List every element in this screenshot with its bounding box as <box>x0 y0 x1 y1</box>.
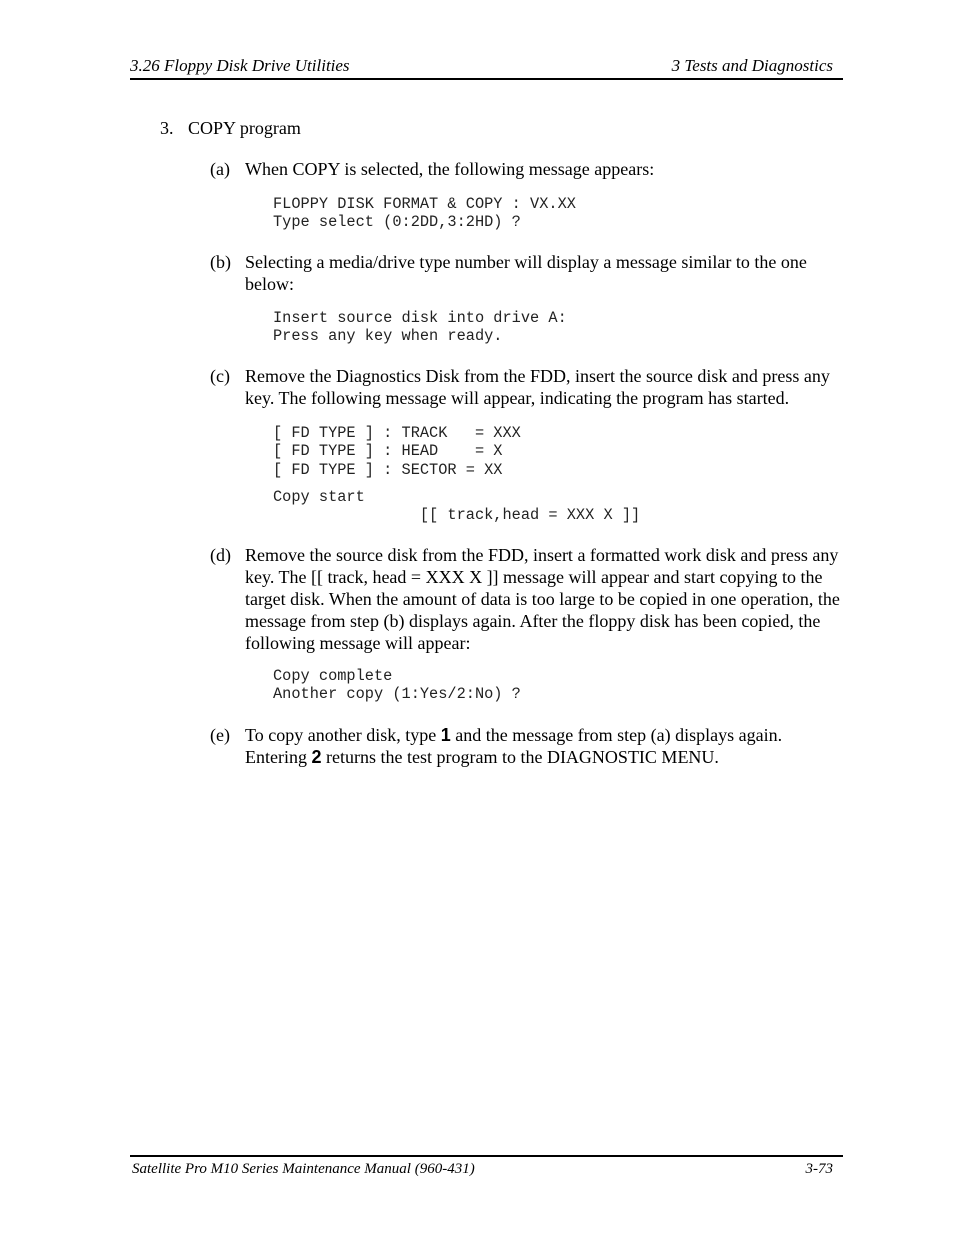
step-label: (a) <box>210 159 230 179</box>
key-2: 2 <box>311 747 322 767</box>
code-block-b: Insert source disk into drive A: Press any key when ready. <box>273 309 567 346</box>
footer-manual-title: Satellite Pro M10 Series Maintenance Manual (960-431) <box>132 1161 475 1177</box>
section-heading <box>160 118 301 139</box>
code-block-d: Copy complete Another copy (1:Yes/2:No) ? <box>273 667 521 704</box>
step-text: Selecting a media/drive type number will display a message similar to the one below: <box>245 252 807 294</box>
page-footer <box>130 1155 843 1177</box>
section-number: 3. <box>160 118 174 138</box>
step-label: (c) <box>210 366 230 386</box>
step-label: (d) <box>210 545 231 565</box>
step-e-text-4: returns the test program to the DIAGNOSTIC MENU. <box>321 747 719 767</box>
section-title: COPY program <box>188 118 301 138</box>
step-e-text-3: Entering <box>245 747 312 767</box>
step-text: Remove the source disk from the FDD, insert a formatted work disk and press any key. The [[ track, head = XXX X ]] message will appear and start copying to the target disk. When the amount of data is too large to be copied in one operation, the message from step (b) displays again. After the floppy disk has been copied, the following message will appear: <box>245 545 840 653</box>
key-1: 1 <box>440 725 451 745</box>
step-e-text-2: and the message from step (a) displays again. <box>450 725 783 745</box>
page-number: 3-73 <box>805 1161 833 1177</box>
code-block-c: [ FD TYPE ] : TRACK = XXX [ FD TYPE ] : HEAD = X [ FD TYPE ] : SECTOR = XX <box>273 424 521 479</box>
code-block-c-progress: Copy start [[ track,head = XXX X ]] <box>273 488 641 525</box>
step-e-text-1: To copy another disk, type <box>245 725 441 745</box>
step-text <box>245 724 846 768</box>
page-header <box>130 56 843 80</box>
step-label: (b) <box>210 252 231 272</box>
header-chapter-title: 3 Tests and Diagnostics <box>671 56 833 75</box>
step-label: (e) <box>210 725 230 745</box>
code-block-a: FLOPPY DISK FORMAT & COPY : VX.XX Type select (0:2DD,3:2HD) ? <box>273 195 576 232</box>
header-section-title: 3.26 Floppy Disk Drive Utilities <box>130 56 350 75</box>
step-text: When COPY is selected, the following message appears: <box>245 159 655 179</box>
step-text: Remove the Diagnostics Disk from the FDD, insert the source disk and press any key. The following message will appear, indicating the program has started. <box>245 366 830 408</box>
